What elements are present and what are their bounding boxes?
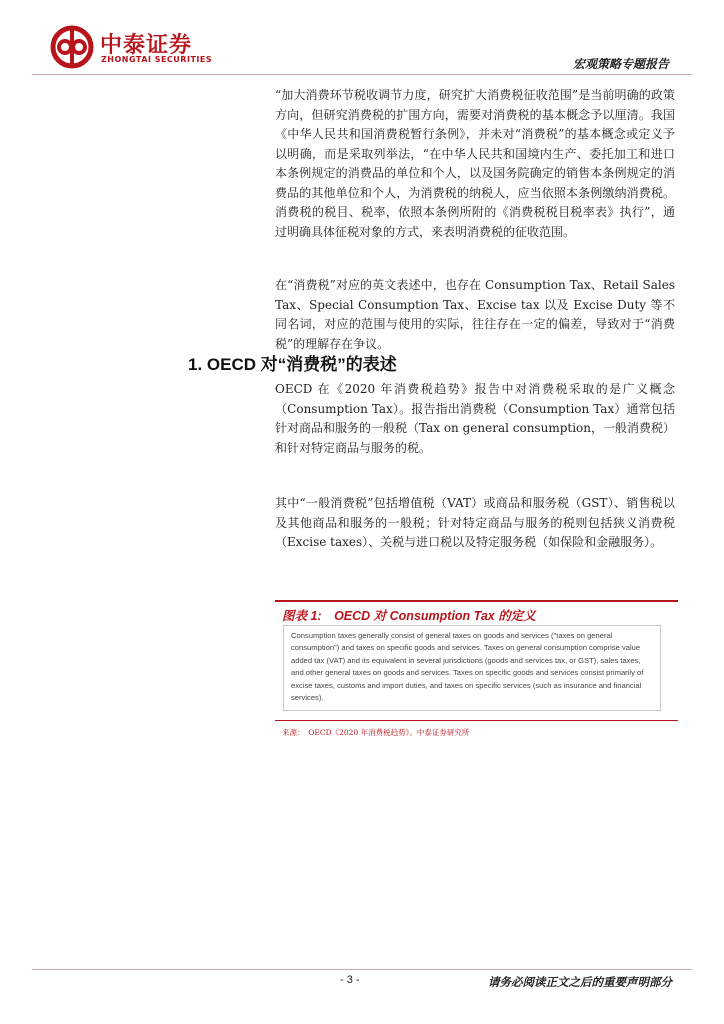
figure-title: 图表 1: OECD 对 Consumption Tax 的定义 xyxy=(282,609,536,623)
figure-quote-box: Consumption taxes generally consist of general taxes on goods and services ("taxes on general consumption") and taxes on specific goods and services. Taxes on general consumption comprise value added tax (VAT) and its equivalent in several jurisdictions (goods and services tax, or GST), sales taxes, and other general taxes on goods and services. Taxes on specific goods and services consist primarily of excise taxes, customs and import duties, and taxes on specific services (such as insurance and financial services). xyxy=(283,625,661,711)
zhongtai-logo-icon xyxy=(50,25,94,69)
page-number: - 3 - xyxy=(340,974,360,986)
paragraph-2: 在“消费税”对应的英文表述中，也存在 Consumption Tax、Retail Sales Tax、Special Consumption Tax、Excise tax 以及 Excise Duty 等不同名词，对应的范围与使用的实际，往往存在一定的偏差，导致对于“消费税”的理解存在争议。 xyxy=(275,278,675,351)
paragraph-1: “加大消费环节税收调节力度，研究扩大消费税征收范围”是当前明确的政策方向，但研究消费税的扩围方向，需要对消费税的基本概念予以厘清。我国《中华人民共和国消费税暂行条例》，并未对“消费税”的基本概念或定义予以明确，而是采取列举法，“在中华人民共和国境内生产、委托加工和进口本条例规定的消费品的单位和个人，以及国务院确定的销售本条例规定的消费品的其他单位和个人，为消费税的纳税人，应当依照本条例缴纳消费税。消费税的税目、税率，依照本条例所附的《消费税税目税率表》执行”，通过明确具体征税对象的方式，来表明消费税的征收范围。 xyxy=(275,88,675,239)
figure-top-rule xyxy=(275,600,678,602)
header-divider xyxy=(32,74,692,75)
footer-divider xyxy=(32,969,692,970)
paragraph-4: 其中“一般消费税”包括增值税（VAT）或商品和服务税（GST）、销售税以及其他商品和服务的一般税；针对特定商品与服务的税则包括狭义消费税（Excise taxes）、关税与进口税以及特定服务税（如保险和金融服务）。 xyxy=(275,496,675,549)
company-logo xyxy=(50,25,220,69)
figure-source: 来源： OECD《2020 年消费税趋势》、中泰证券研究所 xyxy=(282,728,470,737)
logo-english-name: ZHONGTAI SECURITIES xyxy=(101,55,213,64)
figure-bottom-rule xyxy=(275,720,678,721)
report-type-label: 宏观策略专题报告 xyxy=(572,57,669,71)
logo-chinese-name: 中泰证券 xyxy=(100,33,193,58)
paragraph-3: OECD 在《2020 年消费税趋势》报告中对消费税采取的是广义概念（Consumption Tax）。报告指出消费税（Consumption Tax）通常包括针对商品和服务的一般税（Tax on general consumption，一般消费税）和针对特定商品与服务的税。 xyxy=(275,382,675,455)
section-heading: 1. OECD 对“消费税”的表述 xyxy=(188,355,397,374)
disclaimer-text: 请务必阅读正文之后的重要声明部分 xyxy=(488,975,672,989)
